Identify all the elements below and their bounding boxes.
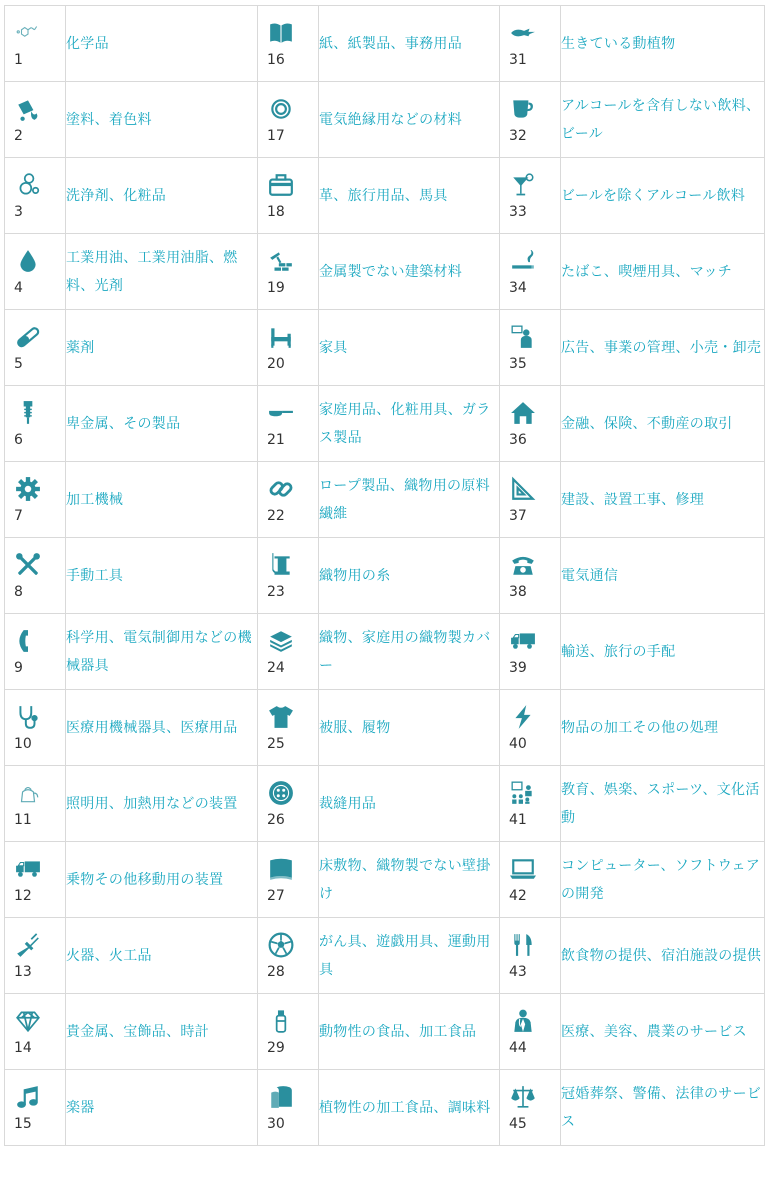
class-name-cell: [66, 918, 258, 994]
class-name-cell: [561, 918, 765, 994]
class-name-link[interactable]: 織物用の糸: [319, 567, 391, 584]
class-number-cell: [258, 1070, 319, 1146]
fork-knife-icon: [510, 932, 536, 958]
class-number: 19: [267, 280, 285, 296]
handset-icon: [15, 628, 41, 654]
class-number-cell: [258, 538, 319, 614]
class-name-cell: [319, 918, 500, 994]
class-number-cell: [500, 158, 561, 234]
chain-icon: [268, 476, 294, 502]
class-number: 37: [509, 508, 527, 524]
table-row: [5, 614, 765, 690]
class-number: 41: [509, 812, 527, 828]
class-number-cell: [258, 310, 319, 386]
class-name-link[interactable]: 乗物その他移動用の装置: [66, 871, 224, 888]
fabric-stack-icon: [268, 628, 294, 654]
suitcase-icon: [268, 172, 294, 198]
class-name-cell: [319, 690, 500, 766]
class-number-cell: [258, 82, 319, 158]
class-name-cell: [319, 82, 500, 158]
class-number: 15: [14, 1116, 32, 1132]
class-name-link[interactable]: たばこ、喫煙用具、マッチ: [561, 263, 733, 280]
class-name-link[interactable]: 工業用油、工業用油脂、燃料、光剤: [66, 249, 238, 294]
class-name-cell: [561, 386, 765, 462]
soccer-ball-icon: [268, 932, 294, 958]
table-row: [5, 462, 765, 538]
class-number-cell: [5, 82, 66, 158]
paint-can-icon: [15, 96, 41, 122]
class-name-link[interactable]: 卑金属、その製品: [66, 415, 181, 432]
class-number-cell: [500, 234, 561, 310]
class-number-cell: [500, 462, 561, 538]
class-number: 26: [267, 812, 285, 828]
class-number-cell: [5, 310, 66, 386]
class-name-cell: [561, 766, 765, 842]
button-icon: [268, 780, 294, 806]
class-name-cell: [66, 766, 258, 842]
class-name-cell: [66, 994, 258, 1070]
diamond-icon: [15, 1008, 41, 1034]
baby-bottle-icon: [268, 1008, 294, 1034]
class-number-cell: [500, 1070, 561, 1146]
class-number-cell: [5, 614, 66, 690]
class-name-cell: [319, 310, 500, 386]
table-row: [5, 842, 765, 918]
class-number-cell: [500, 614, 561, 690]
class-number: 42: [509, 888, 527, 904]
class-name-link[interactable]: コンピューター、ソフトウェアの開発: [561, 857, 761, 902]
class-name-link[interactable]: 加工機械: [66, 491, 124, 508]
class-name-link[interactable]: 照明用、加熱用などの装置: [66, 795, 238, 812]
table-row: [5, 690, 765, 766]
class-number-cell: [5, 462, 66, 538]
tools-icon: [15, 552, 41, 578]
class-name-cell: [319, 158, 500, 234]
class-name-link[interactable]: 楽器: [66, 1099, 95, 1116]
class-name-link[interactable]: 家具: [319, 339, 348, 356]
class-name-link[interactable]: 電気絶縁用などの材料: [319, 111, 462, 128]
class-number-cell: [258, 234, 319, 310]
table-row: [5, 538, 765, 614]
thread-spool-icon: [268, 552, 294, 578]
class-name-cell: [319, 614, 500, 690]
class-name-link[interactable]: 金融、保険、不動産の取引: [561, 415, 733, 432]
class-name-link[interactable]: アルコールを含有しない飲料、ビール: [561, 97, 761, 142]
class-number: 17: [267, 128, 285, 144]
class-name-link[interactable]: ビールを除くアルコール飲料: [561, 187, 746, 204]
class-name-cell: [66, 462, 258, 538]
class-number-cell: [258, 462, 319, 538]
class-number: 27: [267, 888, 285, 904]
class-number-cell: [500, 6, 561, 82]
telephone-icon: [510, 552, 536, 578]
class-name-cell: [319, 386, 500, 462]
class-name-cell: [561, 994, 765, 1070]
class-number-cell: [258, 614, 319, 690]
class-name-cell: [319, 6, 500, 82]
table-row: [5, 82, 765, 158]
cocktail-icon: [510, 172, 536, 198]
lightning-icon: [510, 704, 536, 730]
class-name-cell: [319, 462, 500, 538]
class-number: 21: [267, 432, 285, 448]
class-number: 2: [14, 128, 23, 144]
class-name-cell: [66, 6, 258, 82]
gear-icon: [15, 476, 41, 502]
class-name-link[interactable]: 冠婚葬祭、警備、法律のサービス: [561, 1085, 762, 1130]
table-row: [5, 234, 765, 310]
speaker-person-icon: [510, 324, 536, 350]
class-name-cell: [319, 994, 500, 1070]
class-name-cell: [561, 1070, 765, 1146]
table-row: [5, 6, 765, 82]
class-number-cell: [5, 1070, 66, 1146]
cup-icon: [510, 96, 536, 122]
bubbles-icon: [15, 172, 41, 198]
class-number-cell: [258, 158, 319, 234]
class-number: 22: [267, 508, 285, 524]
truck-icon: [510, 628, 536, 654]
class-number-cell: [5, 386, 66, 462]
class-number-cell: [5, 918, 66, 994]
class-number: 34: [509, 280, 527, 296]
class-name-link[interactable]: 手動工具: [66, 567, 124, 584]
class-name-cell: [319, 1070, 500, 1146]
class-number: 38: [509, 584, 527, 600]
class-number: 29: [267, 1040, 285, 1056]
class-name-cell: [319, 842, 500, 918]
table-row: [5, 766, 765, 842]
laptop-icon: [510, 856, 536, 882]
class-name-cell: [66, 386, 258, 462]
class-number-cell: [5, 766, 66, 842]
class-name-cell: [561, 690, 765, 766]
class-number-cell: [258, 994, 319, 1070]
stethoscope-icon: [15, 704, 41, 730]
class-number-cell: [5, 234, 66, 310]
class-number-cell: [5, 994, 66, 1070]
house-icon: [510, 400, 536, 426]
class-number: 16: [267, 52, 285, 68]
class-name-link[interactable]: 洗浄剤、化粧品: [66, 187, 167, 204]
class-name-cell: [66, 614, 258, 690]
class-name-cell: [66, 158, 258, 234]
class-number: 28: [267, 964, 285, 980]
class-name-link[interactable]: 物品の加工その他の処理: [561, 719, 719, 736]
class-number: 39: [509, 660, 527, 676]
class-number: 14: [14, 1040, 32, 1056]
pan-icon: [268, 400, 294, 426]
class-number: 13: [14, 964, 32, 980]
class-name-cell: [66, 310, 258, 386]
class-number-cell: [5, 690, 66, 766]
class-name-link[interactable]: 飲食物の提供、宿泊施設の提供: [561, 947, 762, 964]
class-number-cell: [258, 6, 319, 82]
class-number-cell: [258, 386, 319, 462]
class-name-cell: [319, 766, 500, 842]
class-number-cell: [500, 386, 561, 462]
bread-icon: [268, 1084, 294, 1110]
class-number: 35: [509, 356, 527, 372]
class-name-link[interactable]: ロープ製品、織物用の原料繊維: [319, 477, 490, 522]
class-number-cell: [500, 538, 561, 614]
molecule-icon: [15, 20, 41, 46]
class-number: 6: [14, 432, 23, 448]
rug-icon: [268, 856, 294, 882]
class-name-link[interactable]: 建設、設置工事、修理: [561, 491, 704, 508]
class-name-cell: [561, 538, 765, 614]
tshirt-icon: [268, 704, 294, 730]
class-name-link[interactable]: 火器、火工品: [66, 947, 152, 964]
class-name-cell: [561, 158, 765, 234]
class-number: 8: [14, 584, 23, 600]
class-name-cell: [66, 82, 258, 158]
class-name-cell: [66, 1070, 258, 1146]
class-name-link[interactable]: 広告、事業の管理、小売・卸売: [561, 339, 762, 356]
table-row: [5, 1070, 765, 1146]
class-number: 31: [509, 52, 527, 68]
class-name-cell: [66, 842, 258, 918]
pill-icon: [15, 324, 41, 350]
bolt-screw-icon: [15, 400, 41, 426]
class-name-cell: [561, 310, 765, 386]
class-name-cell: [561, 82, 765, 158]
class-number: 24: [267, 660, 285, 676]
class-number: 5: [14, 356, 23, 372]
class-number-cell: [258, 918, 319, 994]
class-number: 36: [509, 432, 527, 448]
rifle-icon: [15, 932, 41, 958]
sofa-icon: [268, 324, 294, 350]
class-name-link[interactable]: 革、旅行用品、馬具: [319, 187, 448, 204]
class-number-cell: [500, 842, 561, 918]
class-number: 1: [14, 52, 23, 68]
drop-icon: [15, 248, 41, 274]
class-number-cell: [258, 690, 319, 766]
table-row: [5, 994, 765, 1070]
class-number: 30: [267, 1116, 285, 1132]
class-name-cell: [319, 234, 500, 310]
class-number: 3: [14, 204, 23, 220]
class-number-cell: [500, 994, 561, 1070]
class-table-body: [5, 6, 765, 1146]
class-number: 45: [509, 1116, 527, 1132]
fish-icon: [510, 20, 536, 46]
class-name-link[interactable]: 塗料、着色料: [66, 111, 152, 128]
class-name-link[interactable]: 医療、美容、農業のサービス: [561, 1023, 747, 1040]
class-name-link[interactable]: 教育、娯楽、スポーツ、文化活動: [561, 781, 760, 826]
class-name-link[interactable]: 植物性の加工食品、調味料: [319, 1099, 491, 1116]
class-number: 7: [14, 508, 23, 524]
trowel-bricks-icon: [268, 248, 294, 274]
class-number: 9: [14, 660, 23, 676]
class-name-link[interactable]: 輸送、旅行の手配: [561, 643, 676, 660]
class-number-cell: [5, 6, 66, 82]
class-name-cell: [66, 234, 258, 310]
classroom-icon: [510, 780, 536, 806]
set-square-icon: [510, 476, 536, 502]
class-number-cell: [500, 918, 561, 994]
class-name-link[interactable]: 被服、履物: [319, 719, 391, 736]
class-number: 32: [509, 128, 527, 144]
class-name-link[interactable]: 科学用、電気制御用などの機械器具: [66, 629, 252, 674]
class-name-link[interactable]: 動物性の食品、加工食品: [319, 1023, 477, 1040]
class-number: 23: [267, 584, 285, 600]
class-name-cell: [561, 462, 765, 538]
class-name-link[interactable]: 紙、紙製品、事務用品: [319, 35, 462, 52]
class-number: 25: [267, 736, 285, 752]
class-name-link[interactable]: 金属製でない建築材料: [319, 263, 462, 280]
table-row: [5, 386, 765, 462]
class-number-cell: [500, 766, 561, 842]
class-number: 20: [267, 356, 285, 372]
class-number: 33: [509, 204, 527, 220]
cigarette-icon: [510, 248, 536, 274]
class-number-cell: [500, 310, 561, 386]
class-number-cell: [500, 690, 561, 766]
class-name-cell: [319, 538, 500, 614]
class-number: 40: [509, 736, 527, 752]
ring-icon: [268, 96, 294, 122]
table-row: [5, 310, 765, 386]
class-number: 4: [14, 280, 23, 296]
scales-icon: [510, 1084, 536, 1110]
trademark-class-table: [4, 5, 765, 1146]
truck-icon: [15, 856, 41, 882]
doctor-icon: [510, 1008, 536, 1034]
class-name-link[interactable]: 医療用機械器具、医療用品: [66, 719, 238, 736]
music-note-icon: [15, 1084, 41, 1110]
class-number-cell: [500, 82, 561, 158]
class-name-cell: [561, 234, 765, 310]
table-row: [5, 918, 765, 994]
class-number-cell: [258, 842, 319, 918]
class-number-cell: [5, 158, 66, 234]
class-name-cell: [66, 690, 258, 766]
class-number: 44: [509, 1040, 527, 1056]
class-number-cell: [5, 538, 66, 614]
book-icon: [268, 20, 294, 46]
class-name-link[interactable]: 生きている動植物: [561, 35, 676, 52]
class-name-link[interactable]: 貴金属、宝飾品、時計: [66, 1023, 209, 1040]
class-number: 12: [14, 888, 32, 904]
class-name-link[interactable]: 織物、家庭用の織物製カバー: [319, 629, 491, 674]
class-name-cell: [561, 614, 765, 690]
class-number: 11: [14, 812, 32, 828]
class-number: 43: [509, 964, 527, 980]
class-number: 18: [267, 204, 285, 220]
class-name-cell: [561, 6, 765, 82]
class-name-cell: [561, 842, 765, 918]
class-name-link[interactable]: 床敷物、織物製でない壁掛け: [319, 857, 491, 902]
class-number: 10: [14, 736, 32, 752]
class-name-cell: [66, 538, 258, 614]
class-name-link[interactable]: 裁縫用品: [319, 795, 377, 812]
class-name-link[interactable]: がん具、遊戯用具、運動用具: [319, 933, 491, 978]
class-name-link[interactable]: 家庭用品、化粧用具、ガラス製品: [319, 401, 491, 446]
kettle-icon: [15, 780, 41, 806]
class-name-link[interactable]: 電気通信: [561, 567, 619, 584]
class-name-link[interactable]: 化学品: [66, 35, 109, 52]
class-number-cell: [258, 766, 319, 842]
table-row: [5, 158, 765, 234]
class-name-link[interactable]: 薬剤: [66, 339, 95, 356]
class-number-cell: [5, 842, 66, 918]
